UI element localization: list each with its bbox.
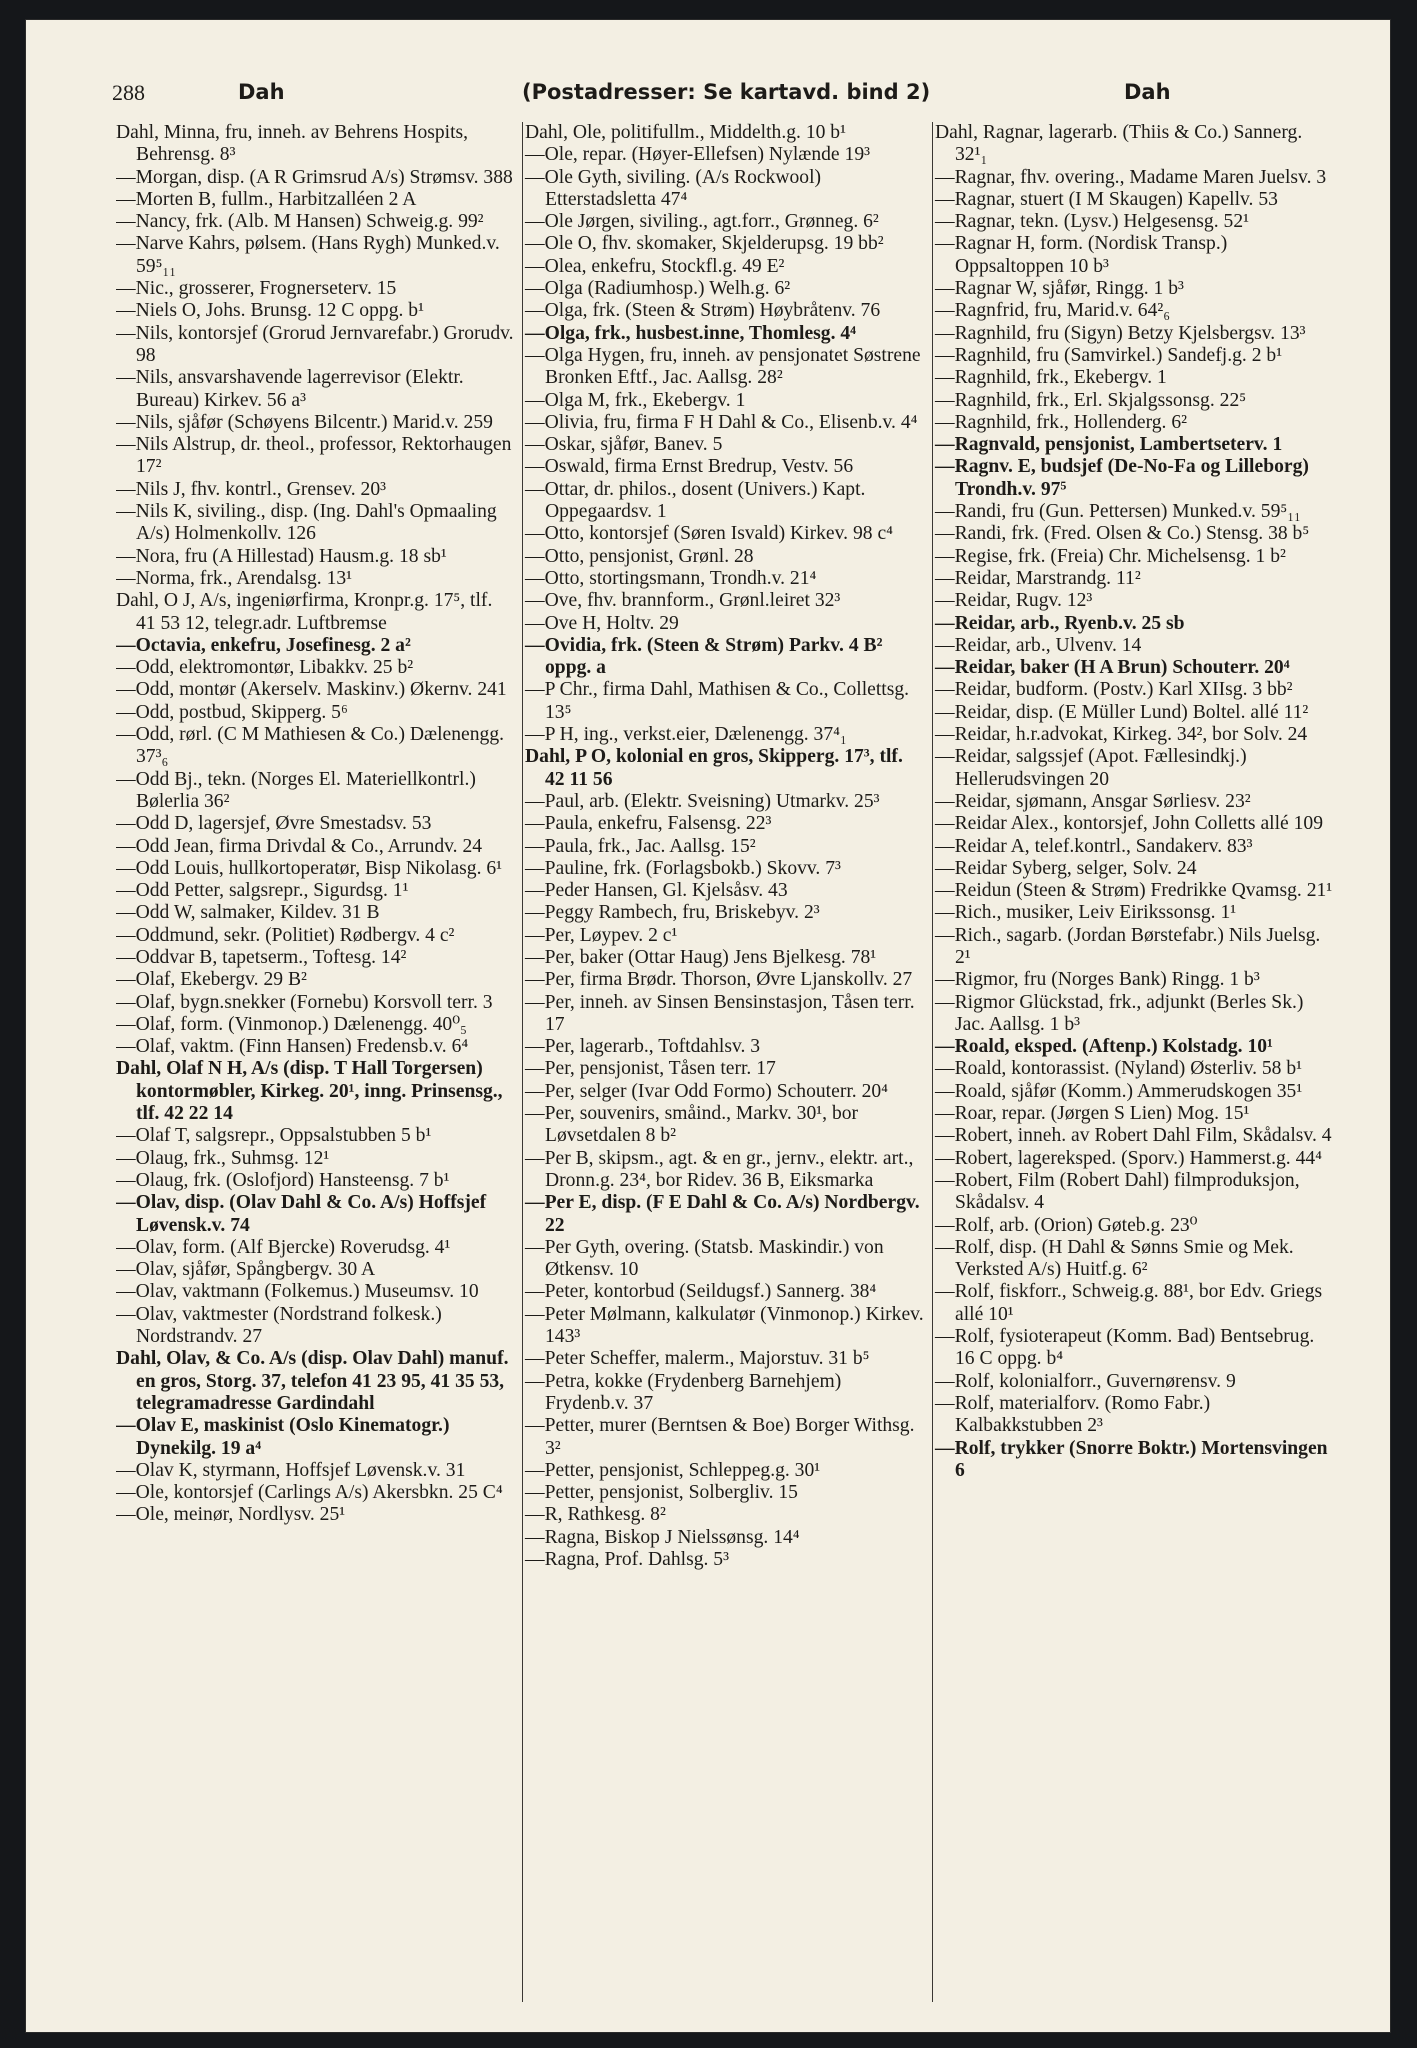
directory-entry: —Otto, pensjonist, Grønl. 28	[525, 545, 754, 567]
directory-entry: —Oswald, firma Ernst Bredrup, Vestv. 56	[525, 456, 854, 478]
directory-entry: —Ragnvald, pensjonist, Lambertseterv. 1	[935, 434, 1283, 456]
directory-entry: —Petter, pensjonist, Schleppeg.g. 30¹	[525, 1459, 821, 1481]
directory-entry: —Rolf, trykker (Snorre Boktr.) Mortensvingen 6	[935, 1437, 1328, 1481]
directory-entry: —Reidar, arb., Ryenb.v. 25 sb	[935, 612, 1185, 634]
directory-entry: —Roald, sjåfør (Komm.) Ammerudskogen 35¹	[935, 1080, 1303, 1102]
directory-entry: —Ragnar W, sjåfør, Ringg. 1 b³	[935, 278, 1184, 300]
directory-entry: —Narve Kahrs, pølsem. (Hans Rygh) Munked.v. 59⁵₁₁	[116, 233, 500, 277]
directory-entry: —Ragna, Prof. Dahlsg. 5³	[525, 1549, 729, 1570]
directory-entry: —Oddvar B, tapetserm., Toftesg. 14²	[116, 946, 407, 968]
directory-entry: —Per, inneh. av Sinsen Bensinstasjon, Tåsen terr. 17	[525, 991, 915, 1035]
directory-entry: —Ragna, Biskop J Nielssønsg. 14⁴	[525, 1526, 800, 1548]
directory-entry: —Randi, frk. (Fred. Olsen & Co.) Stensg. 38 b⁵	[935, 523, 1310, 545]
directory-entry: —Peter Mølmann, kalkulatør (Vinmonop.) Kirkev. 143³	[525, 1303, 924, 1348]
directory-entry: —Olav, form. (Alf Bjercke) Roverudsg. 4¹	[116, 1236, 451, 1258]
directory-entry: —Niels O, Johs. Brunsg. 12 C oppg. b¹	[116, 300, 424, 322]
directory-entry: —Odd, postbud, Skipperg. 5⁶	[116, 701, 348, 723]
directory-entry: —Olav, sjåfør, Spångbergv. 30 A	[116, 1259, 376, 1281]
directory-entry: —Nils, sjåfør (Schøyens Bilcentr.) Marid.v. 259	[116, 411, 493, 433]
directory-entry: —Olaf, form. (Vinmonop.) Dælenengg. 40⁰₅	[116, 1013, 467, 1035]
directory-entry: —Nancy, frk. (Alb. M Hansen) Schweig.g. 99²	[116, 211, 484, 233]
directory-entry: Dahl, Olaf N H, A/s (disp. T Hall Torgersen) kontormøbler, Kirkeg. 20¹, inng. Prinsensg., tlf. 42 22 14	[116, 1058, 503, 1125]
directory-entry: —P H, ing., verkst.eier, Dælenengg. 37⁴₁	[525, 724, 847, 746]
directory-entry: —Rigmor Glückstad, frk., adjunkt (Berles Sk.) Jac. Aallsg. 1 b³	[935, 991, 1304, 1035]
directory-entry: —R, Rathkesg. 8²	[525, 1504, 666, 1526]
directory-entry: —Olga, frk., husbest.inne, Thomlesg. 4⁴	[525, 322, 857, 344]
column-1	[116, 122, 516, 2002]
directory-entry: Dahl, Ole, politifullm., Middelth.g. 10 b¹	[525, 122, 846, 143]
directory-entry: Dahl, Ragnar, lagerarb. (Thiis & Co.) Sannerg. 32¹₁	[935, 122, 1303, 166]
directory-entry: —Per Gyth, overing. (Statsb. Maskindir.) von Øtkensv. 10	[525, 1236, 884, 1281]
directory-entry: —Pauline, frk. (Forlagsbokb.) Skovv. 7³	[525, 857, 841, 879]
directory-entry: —Olav, vaktmester (Nordstrand folkesk.) Nordstrandv. 27	[116, 1303, 442, 1348]
directory-entry: —Odd Jean, firma Drivdal & Co., Arrundv. 24	[116, 835, 483, 857]
header-right-word: Dah	[1124, 80, 1171, 104]
directory-entry: —Per, pensjonist, Tåsen terr. 17	[525, 1058, 776, 1080]
directory-entry: —Peter Scheffer, malerm., Majorstuv. 31 b⁵	[525, 1348, 870, 1370]
directory-entry: —Reidar Syberg, selger, Solv. 24	[935, 857, 1197, 879]
directory-entry: —Paula, frk., Jac. Aallsg. 15²	[525, 835, 756, 857]
directory-entry: —Paul, arb. (Elektr. Sveisning) Utmarkv. 25³	[525, 790, 880, 812]
page-header	[112, 80, 1372, 120]
directory-entry: —Per, souvenirs, småind., Markv. 30¹, bor Løvsetdalen 8 b²	[525, 1103, 859, 1147]
directory-entry: —Olga, frk. (Steen & Strøm) Høybråtenv. 76	[525, 300, 881, 322]
directory-entry: —Reidar, Rugv. 12³	[935, 590, 1093, 612]
directory-entry: —Reidar, sjømann, Ansgar Sørliesv. 23²	[935, 790, 1251, 812]
header-center-note: (Postadresser: Se kartavd. bind 2)	[522, 80, 931, 104]
directory-entry: —Rich., musiker, Leiv Eirikssonsg. 1¹	[935, 902, 1237, 924]
directory-entry: —Rolf, arb. (Orion) Gøteb.g. 23⁰	[935, 1214, 1198, 1236]
directory-entry: —Robert, lagereksped. (Sporv.) Hammerst.g. 44⁴	[935, 1147, 1323, 1169]
directory-entry: Dahl, O J, A/s, ingeniørfirma, Kronpr.g. 17⁵, tlf. 41 53 12, telegr.adr. Luftbremse	[116, 590, 493, 634]
header-left-word: Dah	[238, 80, 285, 104]
directory-entry: —Olea, enkefru, Stockfl.g. 49 E²	[525, 255, 785, 277]
directory-entry: —Ole, repar. (Høyer-Ellefsen) Nylænde 19³	[525, 144, 870, 166]
directory-entry: —Olaf T, salgsrepr., Oppsalstubben 5 b¹	[116, 1125, 432, 1147]
directory-entry: Dahl, Olav, & Co. A/s (disp. Olav Dahl) manuf. en gros, Storg. 37, telefon 41 23 95, 41 35 53, telegramadresse Gardindahl	[116, 1348, 509, 1414]
directory-entry: —Rolf, fysioterapeut (Komm. Bad) Bentsebrug. 16 C oppg. b⁴	[935, 1326, 1315, 1370]
directory-entry: —Olaug, frk., Suhmsg. 12¹	[116, 1147, 330, 1169]
directory-entry: —Ragnar, fhv. overing., Madame Maren Juelsv. 3	[935, 166, 1327, 188]
directory-entry: Dahl, P O, kolonial en gros, Skipperg. 17³, tlf. 42 11 56	[525, 746, 903, 790]
directory-entry: —Odd Petter, salgsrepr., Sigurdsg. 1¹	[116, 880, 409, 902]
directory-entry: —Ragnhild, frk., Ekebergv. 1	[935, 367, 1167, 389]
directory-entry: —Odd, montør (Akerselv. Maskinv.) Økernv. 241	[116, 679, 507, 701]
directory-entry: —Ragnhild, fru (Samvirkel.) Sandefj.g. 2 b¹	[935, 344, 1283, 366]
directory-entry: —Olav K, styrmann, Hoffsjef Løvensk.v. 31	[116, 1459, 466, 1481]
directory-entry: —Petra, kokke (Frydenberg Barnehjem) Frydenb.v. 37	[525, 1370, 842, 1414]
directory-entry: —Peter, kontorbud (Seildugsf.) Sannerg. 38⁴	[525, 1281, 877, 1303]
directory-entry: —Ragnar, stuert (I M Skaugen) Kapellv. 53	[935, 188, 1278, 210]
directory-entry: —Randi, fru (Gun. Pettersen) Munked.v. 59⁵₁₁	[935, 501, 1301, 523]
directory-entry: —Ove H, Holtv. 29	[525, 612, 679, 634]
directory-entry: —Ottar, dr. philos., dosent (Univers.) Kapt. Oppegaardsv. 1	[525, 478, 866, 523]
directory-entry: —Per E, disp. (F E Dahl & Co. A/s) Nordbergv. 22	[525, 1192, 920, 1236]
directory-entry: —Otto, kontorsjef (Søren Isvald) Kirkev. 98 c⁴	[525, 523, 893, 545]
directory-entry: —Per, firma Brødr. Thorson, Øvre Ljanskollv. 27	[525, 969, 913, 991]
directory-entry: —Reidar, salgssjef (Apot. Fællesindkj.) Hellerudsvingen 20	[935, 746, 1247, 790]
directory-entry: —Ole, kontorsjef (Carlings A/s) Akersbkn. 25 C⁴	[116, 1482, 503, 1504]
directory-entry: —Otto, stortingsmann, Trondh.v. 21⁴	[525, 567, 817, 589]
directory-entry: —Morgan, disp. (A R Grimsrud A/s) Strømsv. 388	[116, 166, 513, 188]
directory-entry: —Ragnar H, form. (Nordisk Transp.) Oppsaltoppen 10 b³	[935, 233, 1228, 277]
directory-entry: —Rolf, materialforv. (Romo Fabr.) Kalbakkstubben 2³	[935, 1392, 1211, 1437]
directory-entry: —Nora, fru (A Hillestad) Hausm.g. 18 sb¹	[116, 545, 447, 567]
directory-entry: —Norma, frk., Arendalsg. 13¹	[116, 567, 353, 589]
directory-entry: —Reidar, disp. (E Müller Lund) Boltel. allé 11²	[935, 701, 1309, 723]
directory-entry: —Ole Jørgen, siviling., agt.forr., Grønneg. 6²	[525, 211, 879, 233]
directory-entry: —Ole Gyth, siviling. (A/s Rockwool) Etterstadsletta 47⁴	[525, 166, 822, 210]
directory-entry: —Reidar, Marstrandg. 11²	[935, 567, 1141, 589]
directory-entry: —Roald, kontorassist. (Nyland) Østerliv. 58 b¹	[935, 1058, 1303, 1080]
directory-entry: —Odd, rørl. (C M Mathiesen & Co.) Dælenengg. 37³₆	[116, 724, 505, 768]
directory-entry: —Olga (Radiumhosp.) Welh.g. 6²	[525, 278, 791, 300]
directory-entry: —Nils K, siviling., disp. (Ing. Dahl's Opmaaling A/s) Holmenkollv. 126	[116, 501, 497, 545]
directory-entry: Dahl, Minna, fru, inneh. av Behrens Hospits, Behrensg. 8³	[116, 122, 469, 166]
directory-entry: —Ragnhild, fru (Sigyn) Betzy Kjelsbergsv. 13³	[935, 322, 1306, 344]
directory-entry: —Reidar, h.r.advokat, Kirkeg. 34², bor Solv. 24	[935, 724, 1308, 746]
directory-entry: —Paula, enkefru, Falsensg. 22³	[525, 813, 772, 835]
directory-entry: —Ragnv. E, budsjef (De-No-Fa og Lilleborg) Trondh.v. 97⁵	[935, 456, 1309, 500]
directory-entry: —Roar, repar. (Jørgen S Lien) Mog. 15¹	[935, 1103, 1250, 1125]
directory-entry: —Nils J, fhv. kontrl., Grensev. 20³	[116, 478, 386, 500]
directory-entry: —Ragnfrid, fru, Marid.v. 64²₆	[935, 300, 1171, 322]
directory-entry: —Olga M, frk., Ekebergv. 1	[525, 389, 746, 411]
directory-entry: —Rolf, fiskforr., Schweig.g. 88¹, bor Edv. Griegs allé 10¹	[935, 1281, 1323, 1325]
directory-entry: —Olav, disp. (Olav Dahl & Co. A/s) Hoffsjef Løvensk.v. 74	[116, 1192, 487, 1236]
directory-entry: —Rigmor, fru (Norges Bank) Ringg. 1 b³	[935, 969, 1260, 991]
column-3	[932, 122, 1335, 2002]
directory-entry: —Reidun (Steen & Strøm) Fredrikke Qvamsg. 21¹	[935, 880, 1333, 902]
directory-entry: —Reidar, arb., Ulvenv. 14	[935, 634, 1142, 656]
directory-entry: —Olaf, Ekebergv. 29 B²	[116, 969, 307, 991]
directory-entry: —Morten B, fullm., Harbitzalléen 2 A	[116, 188, 417, 210]
directory-entry: —Rolf, kolonialforr., Guvernørensv. 9	[935, 1370, 1236, 1392]
directory-entry: —Reidar, budform. (Postv.) Karl XIIsg. 3 bb²	[935, 679, 1293, 701]
directory-entry: —Nils, kontorsjef (Grorud Jernvarefabr.) Grorudv. 98	[116, 322, 514, 366]
directory-entry: —Ragnar, tekn. (Lysv.) Helgesensg. 52¹	[935, 211, 1249, 233]
directory-entry: —Reidar Alex., kontorsjef, John Colletts allé 109	[935, 813, 1324, 835]
directory-entry: —Robert, inneh. av Robert Dahl Film, Skådalsv. 4	[935, 1125, 1332, 1147]
directory-entry: —Regise, frk. (Freia) Chr. Michelsensg. 1 b²	[935, 545, 1286, 567]
directory-entry: —Nils, ansvarshavende lagerrevisor (Elektr. Bureau) Kirkev. 56 a³	[116, 367, 464, 411]
directory-entry: —Rich., sagarb. (Jordan Børstefabr.) Nils Juelsg. 2¹	[935, 924, 1321, 968]
directory-entry: —Ovidia, frk. (Steen & Strøm) Parkv. 4 B² oppg. a	[525, 634, 883, 679]
directory-entry: —Per B, skipsm., agt. & en gr., jernv., elektr. art., Dronn.g. 23⁴, bor Ridev. 36 B, Eiksmarka	[525, 1147, 914, 1191]
directory-entry: —Oskar, sjåfør, Banev. 5	[525, 434, 723, 456]
directory-entry: —Peder Hansen, Gl. Kjelsåsv. 43	[525, 880, 788, 902]
directory-entry: —Odd Bj., tekn. (Norges El. Materiellkontrl.) Bølerlia 36²	[116, 768, 476, 812]
page-number: 288	[112, 80, 145, 105]
directory-entry: —Robert, Film (Robert Dahl) filmproduksjon, Skådalsv. 4	[935, 1169, 1300, 1214]
directory-entry: —Odd W, salmaker, Kildev. 31 B	[116, 902, 380, 924]
directory-entry: —Nic., grosserer, Frognerseterv. 15	[116, 278, 397, 300]
directory-entry: —Olga Hygen, fru, inneh. av pensjonatet Søstrene Bronken Eftf., Jac. Aallsg. 28²	[525, 344, 921, 389]
directory-page	[26, 20, 1390, 2032]
directory-entry: —P Chr., firma Dahl, Mathisen & Co., Collettsg. 13⁵	[525, 679, 910, 723]
directory-entry: —Per, baker (Ottar Haug) Jens Bjelkesg. 78¹	[525, 946, 877, 968]
directory-entry: —Rolf, disp. (H Dahl & Sønns Smie og Mek. Verksted A/s) Huitf.g. 6²	[935, 1236, 1294, 1281]
directory-entry: —Peggy Rambech, fru, Briskebyv. 2³	[525, 902, 820, 924]
column-2	[522, 122, 925, 2002]
directory-entry: —Olaf, vaktm. (Finn Hansen) Fredensb.v. 6⁴	[116, 1036, 469, 1058]
directory-entry: —Reidar A, telef.kontrl., Sandakerv. 83³	[935, 835, 1253, 857]
directory-entry: —Petter, murer (Berntsen & Boe) Borger Withsg. 3²	[525, 1415, 915, 1459]
directory-entry: —Ove, fhv. brannform., Grønl.leiret 32³	[525, 590, 841, 612]
directory-entry: —Nils Alstrup, dr. theol., professor, Rektorhaugen 17²	[116, 434, 512, 478]
directory-entry: —Olav E, maskinist (Oslo Kinematogr.) Dynekilg. 19 a⁴	[116, 1415, 450, 1459]
directory-entry: —Odd Louis, hullkortoperatør, Bisp Nikolasg. 6¹	[116, 857, 503, 879]
directory-entry: —Olav, vaktmann (Folkemus.) Museumsv. 10	[116, 1281, 479, 1303]
directory-entry: —Petter, pensjonist, Solbergliv. 15	[525, 1482, 798, 1504]
directory-entry: —Odd D, lagersjef, Øvre Smestadsv. 53	[116, 813, 432, 835]
directory-entry: —Odd, elektromontør, Libakkv. 25 b²	[116, 657, 414, 679]
directory-entry: —Reidar, baker (H A Brun) Schouterr. 20⁴	[935, 657, 1290, 679]
directory-entry: —Per, lagerarb., Toftdahlsv. 3	[525, 1036, 761, 1058]
directory-entry: —Olaf, bygn.snekker (Fornebu) Korsvoll terr. 3	[116, 991, 493, 1013]
directory-entry: —Ole O, fhv. skomaker, Skjelderupsg. 19 bb²	[525, 233, 884, 255]
directory-entry: —Octavia, enkefru, Josefinesg. 2 a²	[116, 634, 411, 656]
directory-entry: —Per, selger (Ivar Odd Formo) Schouterr. 20⁴	[525, 1080, 889, 1102]
directory-entry: —Per, Løypev. 2 c¹	[525, 924, 678, 946]
directory-entry: —Ragnhild, frk., Erl. Skjalgssonsg. 22⁵	[935, 389, 1247, 411]
directory-entry: —Olivia, fru, firma F H Dahl & Co., Elisenb.v. 4⁴	[525, 411, 918, 433]
directory-entry: —Ole, meinør, Nordlysv. 25¹	[116, 1504, 346, 1526]
directory-entry: —Ragnhild, frk., Hollenderg. 6²	[935, 411, 1188, 433]
directory-entry: —Oddmund, sekr. (Politiet) Rødbergv. 4 c²	[116, 924, 455, 946]
directory-entry: —Olaug, frk. (Oslofjord) Hansteensg. 7 b¹	[116, 1169, 450, 1191]
directory-entry: —Roald, eksped. (Aftenp.) Kolstadg. 10¹	[935, 1036, 1273, 1058]
